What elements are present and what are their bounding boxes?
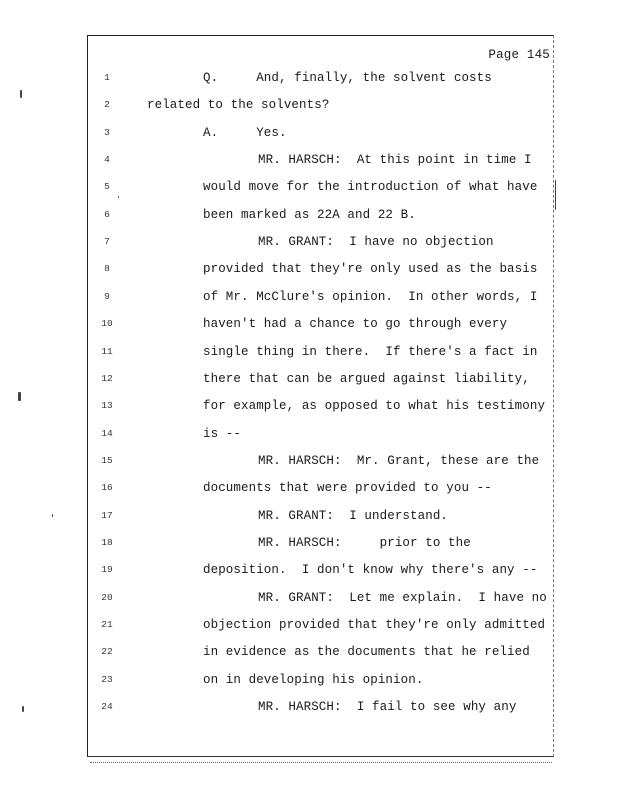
line-number: 7 — [104, 236, 110, 248]
line-text: of Mr. McClure's opinion. In other words, I — [203, 289, 538, 304]
line-text: in evidence as the documents that he relied — [203, 645, 530, 660]
line-number: 11 — [101, 345, 113, 357]
transcript-line — [0, 589, 618, 607]
line-text: would move for the introduction of what have — [203, 180, 538, 195]
transcript-line — [0, 69, 618, 87]
line-text: haven't had a chance to go through every — [203, 317, 508, 332]
line-text: there that can be argued against liability, — [203, 371, 530, 386]
line-number: 4 — [104, 154, 110, 166]
scan-speck — [20, 90, 22, 98]
line-text: MR. GRANT: I have no objection — [258, 235, 494, 250]
transcript-line — [0, 233, 618, 251]
line-text: objection provided that they're only admitted — [203, 618, 546, 632]
line-number: 18 — [101, 536, 113, 548]
transcript-line — [0, 425, 618, 443]
transcript-line — [0, 671, 618, 689]
scan-speck — [22, 706, 24, 712]
transcript-line — [0, 507, 618, 525]
line-text: for example, as opposed to what his testimony — [203, 399, 546, 414]
scan-speck — [52, 514, 53, 517]
line-number: 8 — [104, 263, 110, 275]
line-number: 20 — [101, 591, 113, 603]
line-number: 10 — [101, 318, 113, 330]
transcript-line — [0, 151, 618, 169]
transcript-line — [0, 260, 618, 278]
line-number: 19 — [101, 564, 113, 576]
line-number: 13 — [101, 400, 113, 412]
line-text: MR. HARSCH: Mr. Grant, these are the — [258, 453, 540, 468]
transcript-line — [0, 370, 618, 388]
scan-speck — [118, 196, 119, 198]
line-number: 14 — [101, 427, 113, 439]
transcript-line — [0, 643, 618, 661]
line-number: 3 — [104, 126, 110, 138]
transcript-line — [0, 479, 618, 497]
line-number: 6 — [104, 208, 110, 220]
line-text: documents that were provided to you -- — [203, 481, 492, 496]
line-text: deposition. I don't know why there's any -- — [203, 563, 538, 578]
line-number: 24 — [101, 701, 113, 713]
line-text: is -- — [203, 426, 242, 441]
line-text: MR. GRANT: Let me explain. I have no — [258, 590, 547, 605]
transcript-line — [0, 534, 618, 552]
line-number: 9 — [104, 290, 110, 302]
line-number: 22 — [101, 646, 113, 658]
line-text: on in developing his opinion. — [203, 672, 424, 687]
scan-speck — [18, 392, 21, 401]
line-number: 23 — [101, 673, 113, 685]
line-text: MR. GRANT: I understand. — [258, 508, 449, 523]
transcript-line — [0, 616, 618, 634]
transcript-line — [0, 698, 618, 716]
line-number: 5 — [104, 181, 110, 193]
transcript-line — [0, 124, 618, 142]
transcript-line — [0, 178, 618, 196]
line-text: MR. HARSCH: At this point in time I — [258, 153, 532, 168]
line-number: 16 — [101, 482, 113, 494]
scan-noise-line — [90, 762, 552, 765]
transcript-line — [0, 206, 618, 224]
line-number: 12 — [101, 372, 113, 384]
line-text: single thing in there. If there's a fact in — [203, 344, 538, 359]
line-number: 2 — [104, 99, 110, 111]
transcript-line — [0, 561, 618, 579]
scan-speck — [555, 180, 556, 210]
transcript-line — [0, 96, 618, 114]
line-number: 1 — [104, 72, 110, 83]
transcript-line — [0, 288, 618, 306]
page-number: Page 145 — [488, 48, 550, 62]
line-text: MR. HARSCH: I fail to see why any — [258, 700, 517, 715]
line-number: 15 — [101, 454, 113, 466]
transcript-line — [0, 397, 618, 415]
line-text: MR. HARSCH: prior to the — [258, 535, 471, 550]
line-number: 17 — [101, 509, 113, 521]
line-text: Q. And, finally, the solvent costs — [203, 71, 492, 85]
line-text: provided that they're only used as the basis — [203, 262, 538, 277]
line-number: 21 — [101, 619, 113, 630]
line-text: related to the solvents? — [147, 98, 330, 113]
line-text: A. Yes. — [203, 125, 287, 140]
transcript-line — [0, 452, 618, 470]
line-text: been marked as 22A and 22 B. — [203, 207, 416, 222]
transcript-line — [0, 315, 618, 333]
transcript-line — [0, 343, 618, 361]
